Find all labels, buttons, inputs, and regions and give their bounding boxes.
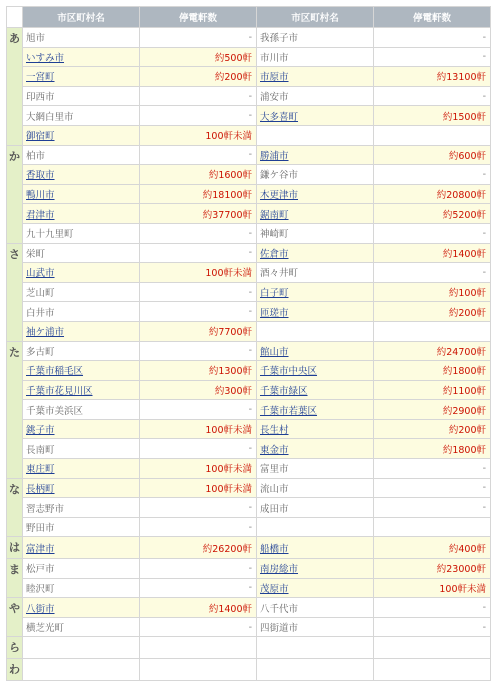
outage-count-cell: - (374, 47, 491, 67)
outage-count-cell: 約1300軒 (140, 361, 257, 381)
municipality-link[interactable]: 匝瑳市 (260, 307, 289, 319)
outage-count-cell: 約24700軒 (374, 341, 491, 361)
table-row (7, 400, 491, 420)
outage-count-cell: 約1400軒 (374, 243, 491, 263)
municipality-link[interactable]: 館山市 (260, 346, 289, 358)
municipality-cell (257, 86, 374, 106)
municipality-link[interactable]: 千葉市中央区 (260, 366, 318, 378)
municipality-name: 我孫子市 (260, 33, 299, 45)
outage-count-cell: - (140, 302, 257, 322)
table-row (7, 617, 491, 637)
outage-count-cell: 約300軒 (140, 380, 257, 400)
outage-count-cell: - (374, 598, 491, 618)
outage-count-cell: - (140, 243, 257, 263)
municipality-link[interactable]: 君津市 (26, 209, 55, 221)
municipality-cell (257, 617, 374, 637)
municipality-cell (23, 419, 140, 439)
outage-count-cell: 約23000軒 (374, 559, 491, 579)
municipality-name: 多古町 (26, 346, 55, 358)
municipality-cell (23, 223, 140, 243)
kana-group-label: あ (7, 28, 23, 146)
municipality-link[interactable]: 千葉市若葉区 (260, 405, 318, 417)
municipality-name: 酒々井町 (260, 268, 299, 280)
municipality-name: 柏市 (26, 150, 46, 162)
municipality-name: 長南町 (26, 444, 55, 456)
table-row (7, 498, 491, 518)
outage-count-cell: - (374, 478, 491, 498)
outage-count-cell: 約200軒 (374, 419, 491, 439)
municipality-link[interactable]: 千葉市稲毛区 (26, 366, 84, 378)
municipality-link[interactable]: 袖ケ浦市 (26, 327, 65, 339)
outage-count-cell: - (140, 498, 257, 518)
table-row (7, 145, 491, 165)
outage-count-cell (140, 659, 257, 681)
municipality-cell (23, 400, 140, 420)
municipality-name: 浦安市 (260, 92, 289, 104)
outage-count-cell: - (140, 28, 257, 48)
municipality-cell (257, 184, 374, 204)
municipality-name: 八千代市 (260, 603, 299, 615)
outage-count-cell: 約7700軒 (140, 321, 257, 341)
municipality-cell (23, 125, 140, 145)
outage-table (6, 6, 491, 681)
municipality-link[interactable]: 千葉市花見川区 (26, 385, 93, 397)
municipality-name: 千葉市美浜区 (26, 405, 84, 417)
outage-count-cell: 約200軒 (374, 302, 491, 322)
municipality-cell (23, 361, 140, 381)
outage-count-cell (374, 321, 491, 341)
municipality-link[interactable]: 長生村 (260, 425, 289, 437)
municipality-cell (257, 537, 374, 559)
outage-count-cell: 約100軒 (374, 282, 491, 302)
outage-count-cell: 約1800軒 (374, 361, 491, 381)
municipality-cell (23, 478, 140, 498)
outage-count-cell: - (140, 106, 257, 126)
table-row (7, 47, 491, 67)
municipality-link[interactable]: 富津市 (26, 543, 55, 555)
outage-count-cell: 約13100軒 (374, 67, 491, 87)
municipality-link[interactable]: 鴨川市 (26, 190, 55, 202)
outage-count-cell: - (374, 165, 491, 185)
table-header-row (7, 7, 491, 28)
municipality-cell (257, 559, 374, 579)
municipality-cell (23, 659, 140, 681)
municipality-cell (23, 617, 140, 637)
municipality-link[interactable]: 山武市 (26, 268, 55, 280)
municipality-name: 白井市 (26, 307, 55, 319)
municipality-cell (257, 145, 374, 165)
municipality-cell (23, 204, 140, 224)
municipality-cell (23, 578, 140, 598)
municipality-cell (23, 498, 140, 518)
kana-group-label: か (7, 145, 23, 243)
table-row (7, 125, 491, 145)
municipality-cell (257, 47, 374, 67)
municipality-name: 旭市 (26, 33, 46, 45)
table-row (7, 478, 491, 498)
outage-count-cell: 約1400軒 (140, 598, 257, 618)
municipality-link[interactable]: 白子町 (260, 288, 289, 300)
table-row (7, 537, 491, 559)
outage-count-cell: 約500軒 (140, 47, 257, 67)
outage-count-cell: 100軒未満 (374, 578, 491, 598)
table-row (7, 86, 491, 106)
municipality-cell (23, 67, 140, 87)
municipality-name: 成田市 (260, 503, 289, 515)
header-outage-count-left: 停電軒数 (140, 7, 257, 28)
municipality-cell (23, 106, 140, 126)
municipality-cell (257, 263, 374, 283)
municipality-link[interactable]: いすみ市 (26, 52, 65, 64)
table-row (7, 28, 491, 48)
municipality-cell (257, 28, 374, 48)
outage-count-cell: - (140, 145, 257, 165)
outage-count-cell: - (140, 282, 257, 302)
municipality-cell (257, 478, 374, 498)
municipality-link[interactable]: 御宿町 (26, 131, 55, 143)
outage-count-cell: 約600軒 (374, 145, 491, 165)
municipality-name: 野田市 (26, 523, 55, 535)
table-row (7, 598, 491, 618)
outage-count-cell: 約18100軒 (140, 184, 257, 204)
municipality-cell (257, 598, 374, 618)
municipality-name: 四街道市 (260, 623, 299, 635)
municipality-cell (257, 125, 374, 145)
outage-count-cell: - (374, 459, 491, 479)
kana-group-label: や (7, 598, 23, 637)
outage-count-cell (140, 637, 257, 659)
outage-count-cell: - (374, 617, 491, 637)
outage-count-cell: - (140, 223, 257, 243)
table-row (7, 380, 491, 400)
kana-group-label: は (7, 537, 23, 559)
outage-count-cell: - (374, 223, 491, 243)
municipality-link[interactable]: 鋸南町 (260, 209, 289, 221)
outage-count-cell: 約2900軒 (374, 400, 491, 420)
municipality-link[interactable]: 東金市 (260, 444, 289, 456)
outage-count-cell (374, 637, 491, 659)
municipality-cell (257, 341, 374, 361)
outage-count-cell: - (374, 86, 491, 106)
outage-count-cell: 約1600軒 (140, 165, 257, 185)
outage-count-cell: 約20800軒 (374, 184, 491, 204)
municipality-cell (257, 659, 374, 681)
outage-count-cell (374, 125, 491, 145)
kana-group-label: な (7, 478, 23, 537)
table-body (7, 28, 491, 681)
table-row (7, 341, 491, 361)
municipality-cell (257, 517, 374, 537)
outage-count-cell: 100軒未満 (140, 263, 257, 283)
table-row (7, 282, 491, 302)
municipality-cell (23, 302, 140, 322)
municipality-cell (257, 321, 374, 341)
municipality-cell (23, 243, 140, 263)
outage-count-cell: 100軒未満 (140, 419, 257, 439)
municipality-cell (23, 598, 140, 618)
municipality-link[interactable]: 南房総市 (260, 564, 299, 576)
table-row (7, 67, 491, 87)
municipality-link[interactable]: 勝浦市 (260, 150, 289, 162)
municipality-cell (23, 165, 140, 185)
table-row (7, 321, 491, 341)
municipality-cell (257, 361, 374, 381)
municipality-name: 睦沢町 (26, 583, 55, 595)
kana-group-label: ら (7, 637, 23, 659)
municipality-cell (23, 263, 140, 283)
municipality-cell (257, 419, 374, 439)
table-row (7, 559, 491, 579)
outage-count-cell: 約37700軒 (140, 204, 257, 224)
municipality-cell (257, 578, 374, 598)
outage-count-cell: - (140, 617, 257, 637)
outage-count-cell: - (374, 498, 491, 518)
table-row (7, 361, 491, 381)
municipality-cell (23, 28, 140, 48)
table-row (7, 165, 491, 185)
municipality-cell (257, 67, 374, 87)
municipality-name: 印西市 (26, 92, 55, 104)
outage-count-cell: 約1100軒 (374, 380, 491, 400)
outage-count-cell: 100軒未満 (140, 125, 257, 145)
outage-count-cell: - (140, 86, 257, 106)
table-row (7, 419, 491, 439)
table-row (7, 439, 491, 459)
outage-count-cell: - (374, 28, 491, 48)
outage-count-cell: 100軒未満 (140, 478, 257, 498)
table-row (7, 106, 491, 126)
municipality-cell (23, 459, 140, 479)
municipality-name: 流山市 (260, 483, 289, 495)
municipality-cell (23, 145, 140, 165)
municipality-link[interactable]: 長柄町 (26, 483, 55, 495)
municipality-cell (23, 517, 140, 537)
municipality-cell (257, 380, 374, 400)
municipality-name: 習志野市 (26, 503, 65, 515)
municipality-name: 大網白里市 (26, 111, 74, 123)
header-outage-count-right: 停電軒数 (374, 7, 491, 28)
outage-count-cell: 約26200軒 (140, 537, 257, 559)
table-row (7, 204, 491, 224)
outage-count-cell: - (140, 578, 257, 598)
table-row (7, 517, 491, 537)
kana-group-label: ま (7, 559, 23, 598)
municipality-cell (257, 282, 374, 302)
header-municipality-right: 市区町村名 (257, 7, 374, 28)
municipality-link[interactable]: 東庄町 (26, 464, 55, 476)
municipality-link[interactable]: 木更津市 (260, 190, 299, 202)
municipality-link[interactable]: 茂原市 (260, 583, 289, 595)
municipality-name: 九十九里町 (26, 229, 74, 241)
table-row (7, 184, 491, 204)
outage-count-cell (374, 517, 491, 537)
outage-count-cell: 約5200軒 (374, 204, 491, 224)
municipality-cell (257, 498, 374, 518)
municipality-cell (23, 47, 140, 67)
municipality-link[interactable]: 八街市 (26, 603, 55, 615)
municipality-link[interactable]: 千葉市緑区 (260, 385, 308, 397)
municipality-cell (257, 243, 374, 263)
municipality-cell (257, 302, 374, 322)
municipality-cell (23, 439, 140, 459)
outage-count-cell: 約400軒 (374, 537, 491, 559)
table-row (7, 263, 491, 283)
municipality-cell (23, 321, 140, 341)
table-row (7, 302, 491, 322)
municipality-cell (257, 459, 374, 479)
municipality-name: 松戸市 (26, 564, 55, 576)
municipality-cell (257, 439, 374, 459)
table-row (7, 243, 491, 263)
kana-group-label: わ (7, 659, 23, 681)
municipality-cell (23, 86, 140, 106)
outage-count-cell: - (140, 400, 257, 420)
outage-count-cell: 約200軒 (140, 67, 257, 87)
outage-count-cell: - (140, 341, 257, 361)
municipality-name: 芝山町 (26, 288, 55, 300)
municipality-cell (23, 184, 140, 204)
municipality-name: 神崎町 (260, 229, 289, 241)
outage-count-cell: - (140, 559, 257, 579)
table-row (7, 223, 491, 243)
municipality-cell (257, 204, 374, 224)
municipality-cell (23, 637, 140, 659)
outage-count-cell: 約1500軒 (374, 106, 491, 126)
table-row (7, 578, 491, 598)
municipality-cell (257, 637, 374, 659)
municipality-name: 富里市 (260, 464, 289, 476)
municipality-link[interactable]: 銚子市 (26, 425, 55, 437)
municipality-cell (23, 537, 140, 559)
outage-count-cell: - (374, 263, 491, 283)
municipality-cell (257, 165, 374, 185)
outage-count-cell (374, 659, 491, 681)
municipality-link[interactable]: 大多喜町 (260, 111, 299, 123)
municipality-cell (23, 380, 140, 400)
municipality-link[interactable]: 香取市 (26, 170, 55, 182)
table-row (7, 659, 491, 681)
outage-count-cell: - (140, 439, 257, 459)
table-row (7, 637, 491, 659)
kana-group-label: た (7, 341, 23, 478)
municipality-cell (257, 223, 374, 243)
municipality-name: 鎌ケ谷市 (260, 170, 299, 182)
municipality-link[interactable]: 一宮町 (26, 72, 55, 84)
table-row (7, 459, 491, 479)
kana-header (7, 7, 23, 28)
municipality-link[interactable]: 船橋市 (260, 543, 289, 555)
outage-count-cell: 約1800軒 (374, 439, 491, 459)
municipality-cell (23, 341, 140, 361)
municipality-link[interactable]: 佐倉市 (260, 248, 289, 260)
municipality-name: 市川市 (260, 52, 289, 64)
municipality-cell (23, 282, 140, 302)
outage-count-cell: - (140, 517, 257, 537)
municipality-name: 横芝光町 (26, 623, 65, 635)
outage-count-cell: 100軒未満 (140, 459, 257, 479)
header-municipality-left: 市区町村名 (23, 7, 140, 28)
municipality-name: 栄町 (26, 248, 46, 260)
municipality-cell (257, 400, 374, 420)
municipality-cell (257, 106, 374, 126)
municipality-link[interactable]: 市原市 (260, 72, 289, 84)
kana-group-label: さ (7, 243, 23, 341)
municipality-cell (23, 559, 140, 579)
